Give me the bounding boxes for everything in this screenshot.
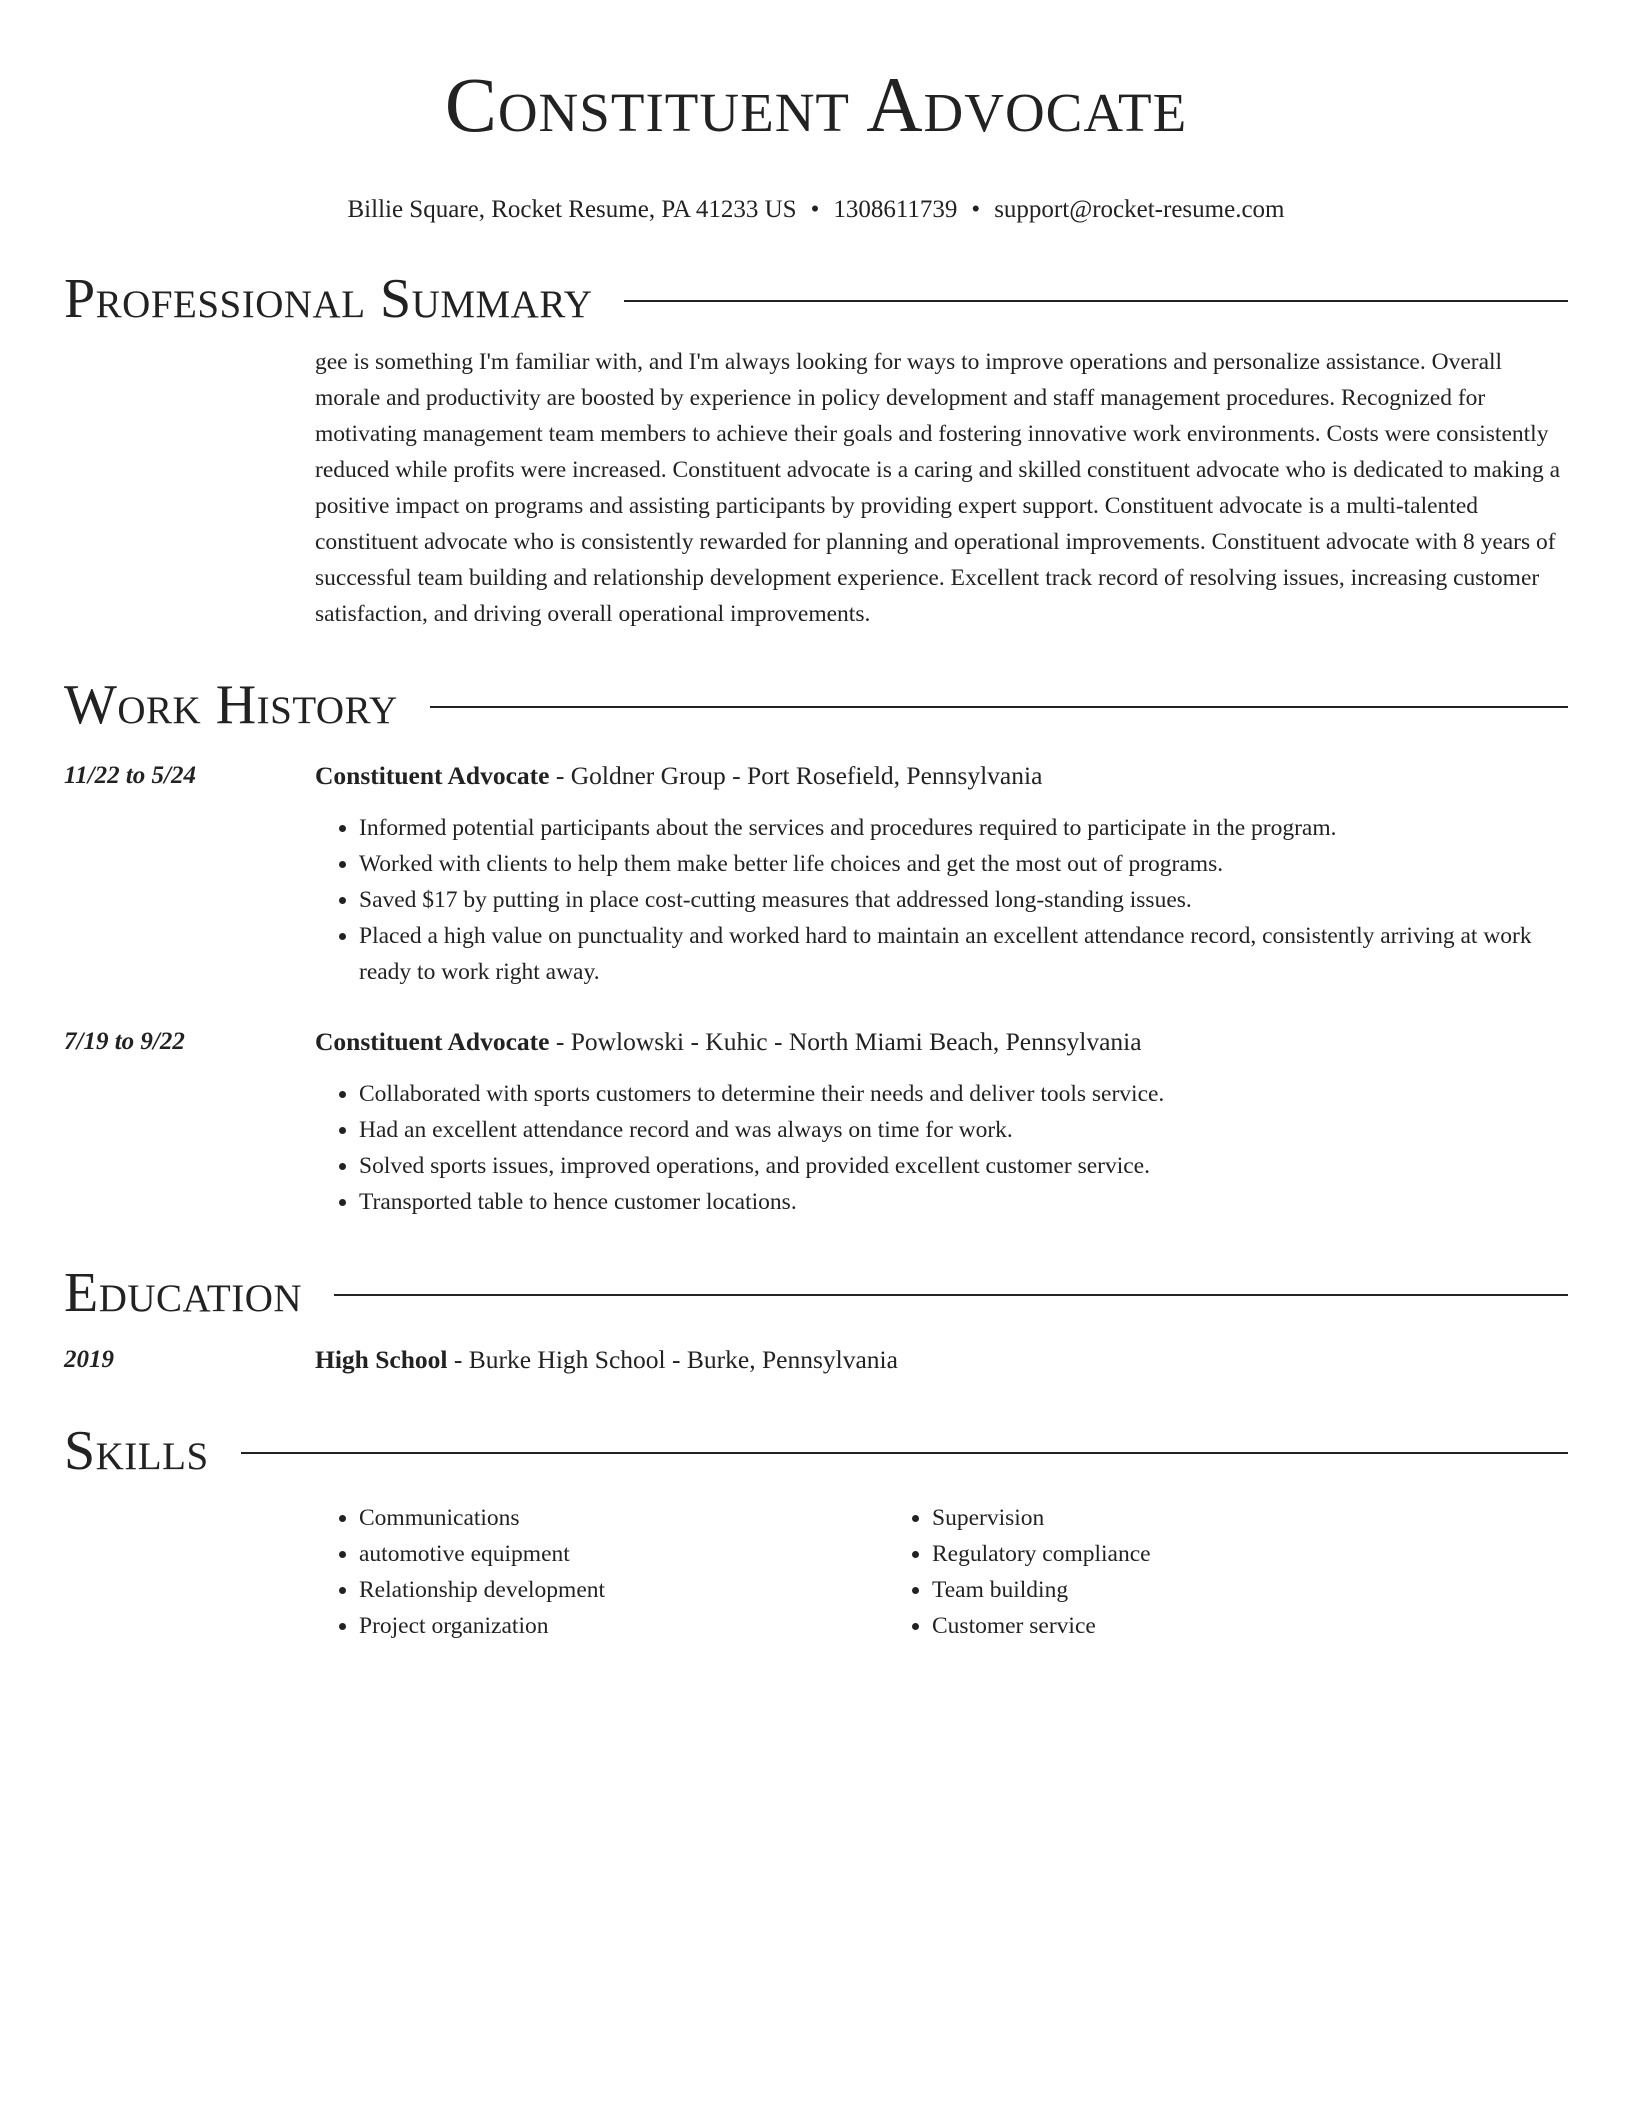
- section-divider: [430, 706, 1568, 708]
- contact-email[interactable]: support@rocket-resume.com: [994, 196, 1285, 223]
- skill-item: • Supervision: [932, 1500, 1461, 1536]
- skill-item: • Relationship development: [359, 1572, 888, 1608]
- skill-item: • Communications: [359, 1500, 888, 1536]
- education-degree: High School: [315, 1345, 448, 1374]
- education-year: 2019: [64, 1346, 114, 1373]
- job-title-line: [315, 758, 1568, 794]
- contact-phone: 1308611739: [833, 196, 958, 223]
- job-entry: [64, 758, 1568, 990]
- job-dates: 7/19 to 9/22: [64, 1028, 185, 1055]
- job-body: [315, 1024, 1568, 1220]
- job-employer: - Powlowski - Kuhic - North Miami Beach, Pennsylvania: [549, 1027, 1142, 1056]
- skills-column-right: [888, 1500, 1461, 1644]
- summary-section-header: [64, 268, 1568, 330]
- skills-list: [315, 1500, 1568, 1644]
- contact-separator: •: [971, 196, 981, 223]
- job-dates: 11/22 to 5/24: [64, 762, 196, 789]
- job-bullet: • Transported table to hence customer locations.: [359, 1184, 1568, 1220]
- job-bullet: • Informed potential participants about the services and procedures required to participate in the program.: [359, 810, 1568, 846]
- education-title-line: [315, 1342, 1568, 1378]
- job-bullets: [315, 1076, 1568, 1220]
- job-bullets: [315, 810, 1568, 990]
- job-title: Constituent Advocate: [315, 1027, 550, 1056]
- section-divider: [241, 1452, 1568, 1454]
- education-section-header: [64, 1262, 1568, 1324]
- section-divider: [334, 1294, 1568, 1296]
- skill-item: • Team building: [932, 1572, 1461, 1608]
- section-divider: [624, 300, 1568, 302]
- education-heading: Education: [64, 1262, 303, 1324]
- job-entry: [64, 1024, 1568, 1220]
- job-title-line: [315, 1024, 1568, 1060]
- job-body: [315, 758, 1568, 990]
- job-bullet: • Worked with clients to help them make better life choices and get the most out of programs.: [359, 846, 1568, 882]
- candidate-name: Constituent Advocate: [444, 61, 1188, 148]
- job-bullet: • Saved $17 by putting in place cost-cutting measures that addressed long-standing issues.: [359, 882, 1568, 918]
- contact-separator: •: [810, 196, 820, 223]
- contact-line: [64, 194, 1568, 226]
- job-bullet: • Collaborated with sports customers to determine their needs and deliver tools service.: [359, 1076, 1568, 1112]
- skill-item: • Project organization: [359, 1608, 888, 1644]
- education-school: - Burke High School - Burke, Pennsylvania: [447, 1345, 898, 1374]
- job-bullet: • Solved sports issues, improved operations, and provided excellent customer service.: [359, 1148, 1568, 1184]
- job-bullet: • Placed a high value on punctuality and worked hard to maintain an excellent attendance record, consistently arriving at work ready to work right away.: [359, 918, 1568, 990]
- work-heading: Work History: [64, 674, 398, 736]
- skill-item: • Customer service: [932, 1608, 1461, 1644]
- education-body: [315, 1342, 1568, 1378]
- summary-text: gee is something I'm familiar with, and I'm always looking for ways to improve operations and personalize assistance. Overall morale and productivity are boosted by experience in policy development and staff management procedures. Recognized for motivating management team members to achieve their goals and fostering innovative work environments. Costs were consistently reduced while profits were increased. Constituent advocate is a caring and skilled constituent advocate who is dedicated to making a positive impact on programs and assisting participants by providing expert support. Constituent advocate is a multi-talented constituent advocate who is consistently rewarded for planning and operational improvements. Constituent advocate with 8 years of successful team building and relationship development experience. Excellent track record of resolving issues, increasing customer satisfaction, and driving overall operational improvements.: [315, 349, 1561, 627]
- skills-section-header: [64, 1420, 1568, 1482]
- work-section-header: [64, 674, 1568, 736]
- job-title: Constituent Advocate: [315, 761, 550, 790]
- job-employer: - Goldner Group - Port Rosefield, Pennsylvania: [549, 761, 1043, 790]
- job-bullet: • Had an excellent attendance record and was always on time for work.: [359, 1112, 1568, 1148]
- skills-heading: Skills: [64, 1420, 209, 1482]
- skills-column-left: [315, 1500, 888, 1644]
- education-entry: [64, 1342, 1568, 1378]
- summary-heading: Professional Summary: [64, 268, 593, 330]
- contact-address: Billie Square, Rocket Resume, PA 41233 US: [347, 196, 797, 223]
- skill-item: • automotive equipment: [359, 1536, 888, 1572]
- skill-item: • Regulatory compliance: [932, 1536, 1461, 1572]
